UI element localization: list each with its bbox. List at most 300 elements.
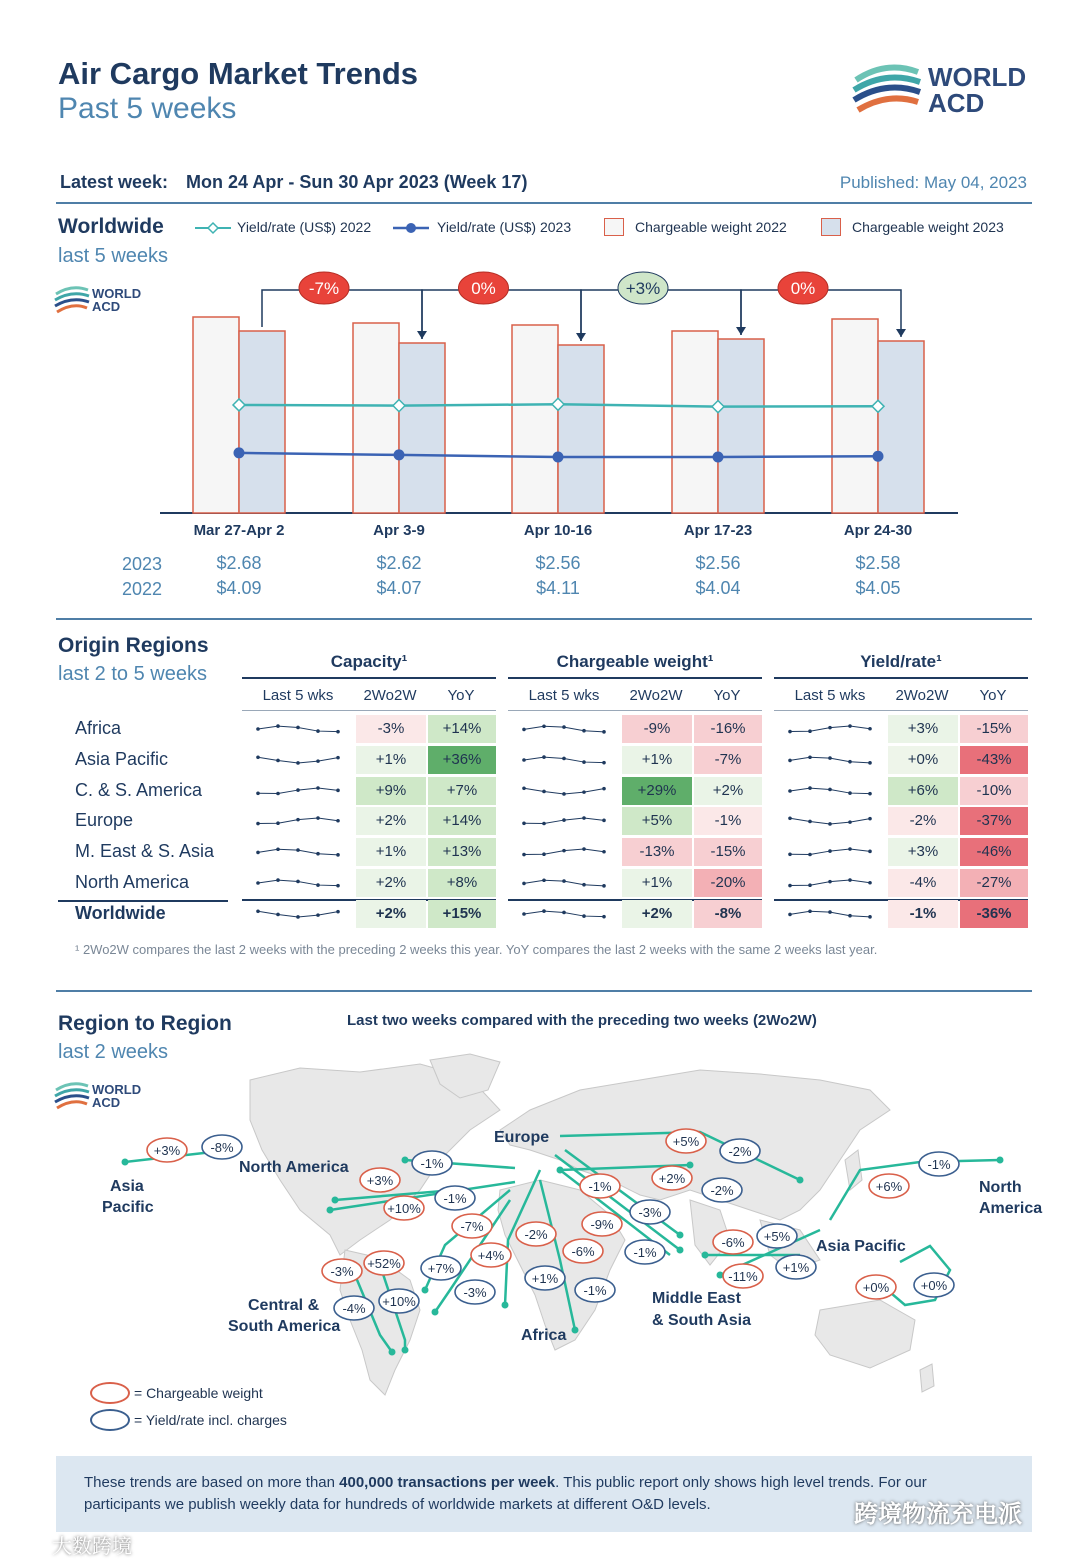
legend-label: Yield/rate (US$) 2023	[437, 219, 572, 235]
sparkline-point	[848, 724, 852, 728]
legend-bar-2023-icon	[821, 218, 841, 236]
sparkline	[248, 779, 348, 803]
sparkline-point	[316, 852, 320, 856]
sparkline-point	[276, 822, 280, 826]
sparkline-point	[602, 850, 606, 854]
x-tick-label: Apr 3-9	[373, 522, 425, 539]
sparkline-point	[542, 853, 546, 857]
sparkline-point	[296, 848, 300, 852]
sparkline	[514, 779, 614, 803]
sparkline-point	[256, 909, 260, 913]
logo-swoosh-icon	[852, 58, 932, 122]
group-header: Capacity¹	[330, 652, 408, 671]
sparkline-point	[542, 724, 546, 728]
sparkline-point	[788, 853, 792, 857]
bubble-label: +52%	[367, 1256, 401, 1271]
sparkline-point	[582, 760, 586, 764]
sparkline-point	[808, 729, 812, 733]
sparkline-point	[868, 761, 872, 765]
cell-yoy: -27%	[960, 869, 1028, 897]
legend-weight-label: = Chargeable weight	[134, 1385, 263, 1401]
year-label-2022: 2022	[122, 579, 163, 599]
sparkline-point	[582, 914, 586, 918]
bubble-label: -1%	[588, 1179, 612, 1194]
cell-yoy: -36%	[960, 900, 1028, 928]
sparkline-point	[868, 915, 872, 919]
change-label: -7%	[308, 279, 340, 298]
legend-line-2023-icon	[393, 221, 429, 235]
region-label: M. East & S. Asia	[75, 841, 215, 862]
arrow-head-icon	[402, 1347, 409, 1354]
bubble-label: +1%	[782, 1260, 810, 1275]
cell-yoy: -15%	[694, 838, 762, 866]
sparkline-point	[256, 791, 260, 795]
sparkline-point	[828, 849, 832, 853]
label-north-america: North America	[239, 1159, 349, 1176]
region-label: C. & S. America	[75, 779, 203, 800]
published-date: Published: May 04, 2023	[839, 173, 1027, 192]
cell-2wo2w: +2%	[356, 900, 426, 928]
column-header: Last 5 wks	[262, 687, 334, 704]
bar-weight-2022	[193, 317, 239, 513]
region-label: Africa	[75, 718, 122, 738]
bubble-label: +3%	[366, 1173, 394, 1188]
cell-yoy: -7%	[694, 746, 762, 774]
r2r-title: Region to Region	[58, 1012, 232, 1035]
cell-2wo2w: +9%	[356, 777, 426, 805]
sparkline-point	[542, 822, 546, 826]
sparkline-point	[256, 755, 260, 759]
group-rule	[774, 677, 1028, 679]
latest-week-label: Latest week:	[60, 172, 169, 192]
logo-text-world: WORLD	[92, 286, 142, 301]
worldwide-title: Worldwide	[58, 215, 164, 238]
legend-yield-label: = Yield/rate incl. charges	[134, 1412, 287, 1428]
cell-2wo2w: -4%	[888, 869, 958, 897]
cell-2wo2w: -9%	[622, 715, 692, 743]
sparkline-point	[336, 884, 340, 888]
divider	[56, 202, 1032, 204]
sparkline-point	[868, 881, 872, 885]
label-south-asia: & South Asia	[652, 1312, 751, 1329]
sparkline-point	[582, 817, 586, 821]
column-header: 2Wo2W	[629, 687, 683, 704]
cell-yoy: -10%	[960, 777, 1028, 805]
bubble-label: +5%	[763, 1229, 791, 1244]
logo-text-acd: ACD	[928, 88, 985, 118]
sparkline-point	[562, 819, 566, 823]
sparkline	[514, 840, 614, 864]
sparkline	[248, 871, 348, 895]
sparkline	[780, 902, 880, 926]
worldwide-subtitle: last 5 weeks	[58, 245, 169, 267]
cell-yoy: +14%	[428, 715, 496, 743]
column-header: 2Wo2W	[895, 687, 949, 704]
column-header: Last 5 wks	[794, 687, 866, 704]
cell-2wo2w: -2%	[888, 807, 958, 835]
label-central: Central &	[248, 1297, 320, 1314]
rate-2022-label: $4.05	[855, 578, 901, 598]
sparkline-point	[562, 879, 566, 883]
r2r-heading: Last two weeks compared with the preceding two weeks (2Wo2W)	[347, 1012, 817, 1029]
r2r-subtitle: last 2 weeks	[58, 1041, 169, 1063]
sparkline-point	[808, 853, 812, 857]
sparkline-point	[582, 729, 586, 733]
bubble-label: -2%	[710, 1183, 734, 1198]
point-yield-2023	[394, 449, 405, 460]
sparkline	[780, 717, 880, 741]
sparkline-point	[522, 728, 526, 732]
sparkline-point	[256, 881, 260, 885]
sparkline	[780, 809, 880, 833]
sparkline-point	[522, 822, 526, 826]
sparkline-point	[868, 850, 872, 854]
sparkline-point	[868, 727, 872, 731]
sparkline	[780, 748, 880, 772]
sparkline-point	[808, 909, 812, 913]
sparkline-point	[602, 915, 606, 919]
sparkline-point	[276, 724, 280, 728]
watermark: 跨境物流充电派	[854, 1501, 1022, 1528]
change-label: 0%	[790, 279, 816, 298]
region-label: Europe	[75, 810, 134, 831]
cell-2wo2w: +2%	[356, 807, 426, 835]
arrow-head-icon	[402, 1157, 409, 1164]
header-rule	[774, 710, 1028, 711]
cell-yoy: +13%	[428, 838, 496, 866]
year-label-2023: 2023	[122, 554, 163, 574]
bubble-label: -2%	[524, 1227, 548, 1242]
sparkline-point	[562, 725, 566, 729]
sparkline-point	[602, 819, 606, 823]
point-yield-2023	[713, 451, 724, 462]
bubble-label: -6%	[571, 1244, 595, 1259]
watermark-corner: 大数跨境	[52, 1536, 132, 1558]
sparkline	[248, 840, 348, 864]
sparkline-point	[828, 726, 832, 730]
sparkline-point	[256, 822, 260, 826]
sparkline-point	[336, 819, 340, 823]
arrow-head-icon	[896, 329, 906, 337]
sparkline-point	[828, 880, 832, 884]
rate-2023-label: $2.56	[695, 553, 741, 573]
bubble-label: -1%	[443, 1191, 467, 1206]
arrow-head-icon	[332, 1197, 339, 1204]
sparkline-point	[296, 818, 300, 822]
sparkline-point	[316, 729, 320, 733]
sparkline	[248, 809, 348, 833]
bar-weight-2023	[558, 345, 604, 513]
point-yield-2023	[873, 451, 884, 462]
sparkline-point	[296, 880, 300, 884]
rate-2023-label: $2.56	[535, 553, 581, 573]
arrow-head-icon	[422, 1287, 429, 1294]
rate-2023-label: $2.68	[216, 553, 262, 573]
bubble-label: +4%	[477, 1248, 505, 1263]
cell-2wo2w: -13%	[622, 838, 692, 866]
cell-yoy: +7%	[428, 777, 496, 805]
latest-week-value: Mon 24 Apr - Sun 30 Apr 2023 (Week 17)	[186, 172, 528, 192]
sparkline	[780, 871, 880, 895]
sparkline	[514, 902, 614, 926]
bubble-label: -3%	[330, 1264, 354, 1279]
bubble-label: -1%	[420, 1156, 444, 1171]
sparkline-point	[868, 817, 872, 821]
sparkline-point	[582, 883, 586, 887]
world-acd-logo	[852, 58, 1032, 120]
arrow-head-icon	[702, 1252, 709, 1259]
footnote: ¹ 2Wo2W compares the last 2 weeks with the preceding 2 weeks this year. YoY compares the last 2 weeks with the same 2 weeks last year.	[75, 942, 878, 957]
legend-bar-2022-icon	[604, 218, 624, 236]
legend-label: Yield/rate (US$) 2022	[237, 219, 372, 235]
bubble-label: +6%	[875, 1179, 903, 1194]
arrow-head-icon	[122, 1159, 129, 1166]
origin-title: Origin Regions	[58, 634, 209, 657]
sparkline-point	[582, 847, 586, 851]
bubble-label: +3%	[153, 1143, 181, 1158]
sparkline-point	[788, 912, 792, 916]
sparkline	[514, 717, 614, 741]
bar-weight-2023	[718, 339, 764, 513]
footer-line2: participants we publish weekly data for hundreds of worldwide markets at different O&D levels.	[84, 1496, 711, 1513]
arrow-head-icon	[997, 1157, 1004, 1164]
label-pacific-left: Pacific	[102, 1199, 154, 1216]
sparkline-point	[788, 758, 792, 762]
arrow-head-icon	[557, 1167, 564, 1174]
origin-subtitle: last 2 to 5 weeks	[58, 663, 207, 685]
cell-yoy: -16%	[694, 715, 762, 743]
logo-text-acd: ACD	[92, 299, 121, 314]
logo-text-world: WORLD	[92, 1082, 142, 1097]
sparkline-point	[296, 726, 300, 730]
label-america-right: America	[979, 1200, 1043, 1217]
cell-yoy: -15%	[960, 715, 1028, 743]
label-middle-east: Middle East	[652, 1290, 741, 1307]
sparkline	[248, 717, 348, 741]
arrow-head-icon	[327, 1207, 334, 1214]
sparkline	[248, 902, 348, 926]
rate-2022-label: $4.11	[536, 578, 580, 598]
footer-text: These trends are based on more than	[84, 1474, 340, 1491]
change-label: 0%	[471, 279, 496, 298]
cell-2wo2w: +5%	[622, 807, 692, 835]
group-rule	[508, 677, 762, 679]
sparkline	[248, 748, 348, 772]
region-label: North America	[75, 872, 190, 892]
sparkline-point	[788, 817, 792, 821]
sparkline-point	[522, 853, 526, 857]
bubble-label: +1%	[531, 1271, 559, 1286]
cell-yoy: +15%	[428, 900, 496, 928]
bubble-label: -1%	[927, 1157, 951, 1172]
region-label: Worldwide	[75, 902, 166, 923]
bubble-label: -3%	[463, 1285, 487, 1300]
bar-weight-2023	[878, 341, 924, 513]
arrow-head-icon	[677, 1247, 684, 1254]
arrow-head-icon	[797, 1177, 804, 1184]
arrow-head-icon	[502, 1302, 509, 1309]
sparkline-point	[542, 878, 546, 882]
bubble-label: +0%	[862, 1280, 890, 1295]
sparkline-point	[562, 849, 566, 853]
footer-bold: 400,000 transactions per week	[339, 1474, 556, 1491]
legend-label: Chargeable weight 2022	[635, 219, 787, 235]
sparkline-point	[276, 791, 280, 795]
bubble-label: -11%	[728, 1269, 758, 1284]
x-tick-label: Apr 24-30	[843, 522, 913, 539]
sparkline	[514, 809, 614, 833]
sparkline-point	[316, 759, 320, 763]
arrow-head-icon	[432, 1309, 439, 1316]
sparkline-point	[296, 788, 300, 792]
label-asia-left: Asia	[110, 1178, 144, 1195]
cell-yoy: -1%	[694, 807, 762, 835]
sparkline-point	[828, 787, 832, 791]
label-asia-pacific: Asia Pacific	[816, 1238, 906, 1255]
label-europe: Europe	[494, 1129, 550, 1146]
sparkline-point	[336, 756, 340, 760]
sparkline-point	[542, 789, 546, 793]
sparkline-point	[256, 851, 260, 855]
bubble-label: +0%	[920, 1278, 948, 1293]
sparkline-point	[562, 792, 566, 796]
cell-2wo2w: +2%	[622, 900, 692, 928]
footer-line1	[84, 1474, 927, 1491]
column-header: YoY	[979, 687, 1007, 704]
sparkline-point	[336, 730, 340, 734]
sparkline-point	[848, 847, 852, 851]
bubble-label: +2%	[658, 1171, 686, 1186]
cell-yoy: +14%	[428, 807, 496, 835]
point-yield-2023	[234, 447, 245, 458]
arrow-head-icon	[572, 1327, 579, 1334]
bar-weight-2023	[399, 343, 445, 513]
cell-2wo2w: -1%	[888, 900, 958, 928]
cell-2wo2w: +6%	[888, 777, 958, 805]
x-tick-label: Apr 10-16	[523, 522, 593, 539]
sparkline	[780, 840, 880, 864]
cell-2wo2w: +1%	[622, 869, 692, 897]
logo-text-acd: ACD	[92, 1095, 121, 1110]
bubble-label: -2%	[728, 1144, 752, 1159]
column-header: YoY	[713, 687, 741, 704]
total-rule	[58, 900, 228, 902]
legend-weight-icon	[90, 1382, 130, 1404]
sparkline-point	[336, 910, 340, 914]
logo-text-world: WORLD	[928, 62, 1027, 92]
header-rule	[242, 710, 496, 711]
sparkline-point	[848, 791, 852, 795]
cell-2wo2w: +3%	[888, 715, 958, 743]
rate-2022-label: $4.04	[695, 578, 741, 598]
bubble-label: -9%	[590, 1217, 614, 1232]
sparkline-point	[788, 884, 792, 888]
sparkline-point	[848, 760, 852, 764]
sparkline-point	[522, 758, 526, 762]
footer-text: . This public report only shows high level trends. For our	[555, 1474, 927, 1491]
cell-2wo2w: +2%	[356, 869, 426, 897]
sparkline-point	[602, 786, 606, 790]
cell-yoy: -43%	[960, 746, 1028, 774]
group-header: Chargeable weight¹	[556, 652, 714, 671]
bar-weight-2023	[239, 331, 285, 513]
bubble-label: -4%	[342, 1301, 366, 1316]
page-subtitle: Past 5 weeks	[58, 92, 237, 125]
sparkline-point	[848, 878, 852, 882]
legend-line-2022-icon	[195, 221, 231, 235]
bubble-label: -1%	[633, 1245, 657, 1260]
divider	[56, 990, 1032, 992]
column-header: Last 5 wks	[528, 687, 600, 704]
bubble-label: -6%	[721, 1235, 745, 1250]
sparkline-point	[276, 848, 280, 852]
sparkline-point	[336, 853, 340, 857]
chart-legend	[195, 218, 1035, 240]
bubble-label: -8%	[210, 1140, 234, 1155]
bubble-label: +5%	[672, 1134, 700, 1149]
page-title: Air Cargo Market Trends	[58, 56, 419, 91]
sparkline-point	[256, 727, 260, 731]
cell-2wo2w: +3%	[888, 838, 958, 866]
point-yield-2023	[553, 451, 564, 462]
arrow-head-icon	[687, 1162, 694, 1169]
sparkline-point	[276, 912, 280, 916]
x-tick-label: Apr 17-23	[683, 522, 753, 539]
group-header: Yield/rate¹	[860, 652, 942, 671]
sparkline-point	[602, 884, 606, 888]
sparkline-point	[848, 821, 852, 825]
cell-2wo2w: +1%	[622, 746, 692, 774]
cell-2wo2w: -3%	[356, 715, 426, 743]
sparkline-point	[848, 914, 852, 918]
sparkline-point	[542, 755, 546, 759]
sparkline-point	[296, 915, 300, 919]
sparkline-point	[582, 790, 586, 794]
cell-yoy: +2%	[694, 777, 762, 805]
column-header: 2Wo2W	[363, 687, 417, 704]
label-south-america: South America	[228, 1318, 341, 1335]
rate-2022-label: $4.09	[216, 578, 262, 598]
label-north-right: North	[979, 1179, 1022, 1196]
map-legend	[90, 1380, 390, 1440]
bar-weight-2022	[512, 325, 558, 513]
sparkline-point	[562, 910, 566, 914]
sparkline	[514, 748, 614, 772]
group-rule	[242, 677, 496, 679]
sparkline-point	[868, 791, 872, 795]
header-rule	[508, 710, 762, 711]
legend-label: Chargeable weight 2023	[852, 219, 1004, 235]
arrow-head-icon	[389, 1349, 396, 1356]
cell-yoy: -46%	[960, 838, 1028, 866]
origin-table	[0, 640, 1080, 940]
cell-yoy: +8%	[428, 869, 496, 897]
sparkline-point	[788, 789, 792, 793]
sparkline-point	[562, 756, 566, 760]
cell-2wo2w: +29%	[622, 777, 692, 805]
cell-yoy: +36%	[428, 746, 496, 774]
sparkline-point	[316, 786, 320, 790]
sparkline-point	[316, 817, 320, 821]
cell-2wo2w: +1%	[356, 746, 426, 774]
sparkline	[780, 779, 880, 803]
bubble-label: -3%	[638, 1205, 662, 1220]
sparkline-point	[602, 730, 606, 734]
sparkline-point	[808, 786, 812, 790]
rate-2023-label: $2.58	[855, 553, 901, 573]
label-africa: Africa	[521, 1327, 567, 1344]
sparkline-point	[828, 756, 832, 760]
